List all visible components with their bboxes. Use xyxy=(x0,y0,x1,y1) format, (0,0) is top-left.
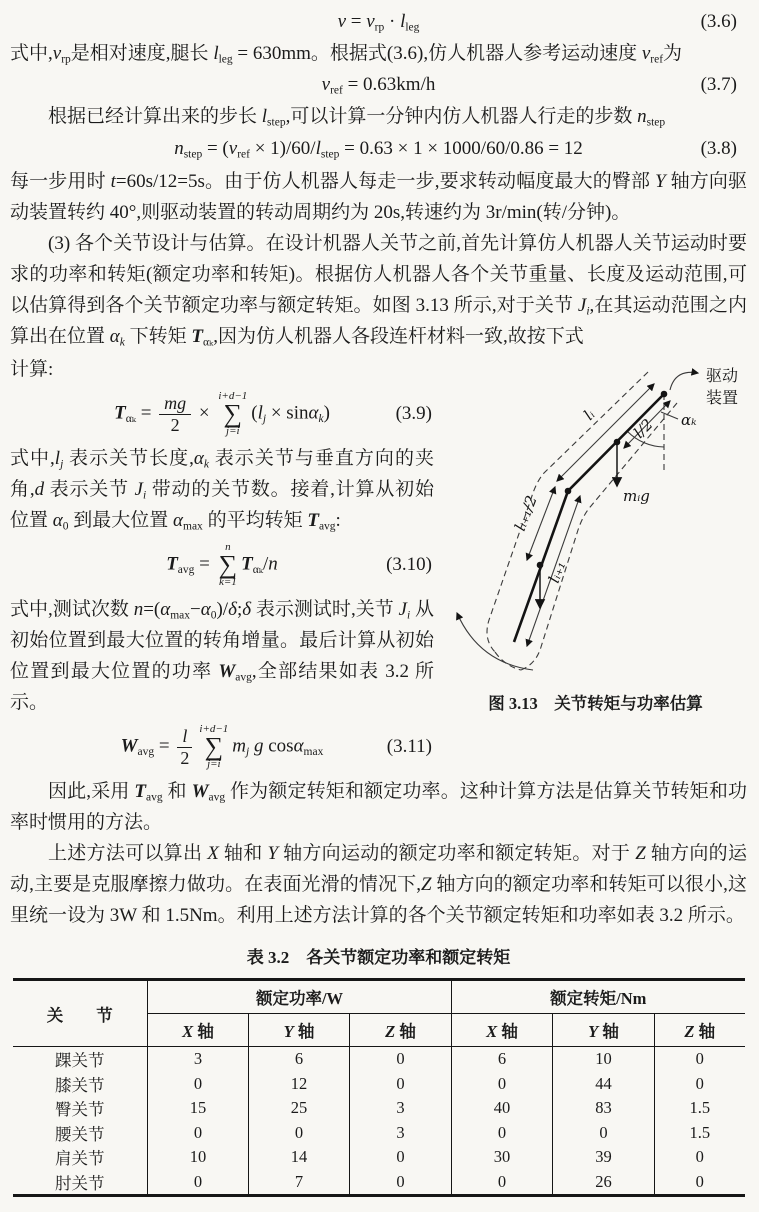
cell: 10 xyxy=(553,1047,655,1072)
joint-name: 臀关节 xyxy=(55,1100,105,1120)
cell: 0 xyxy=(148,1072,249,1097)
equation-number: (3.11) xyxy=(386,736,432,757)
cell: 3 xyxy=(350,1096,452,1121)
l-i1-half-label: lᵢ₊₁/2 xyxy=(510,493,541,534)
figure-3-13-diagram xyxy=(444,360,747,688)
equation-3-8-body: $n_{step} = (v_{ref} \times 1)/60/l_{step} = 0.63 \times 1 \times 1000/60/0.86 = 12$ xyxy=(174,138,583,161)
equation-number: (3.6) xyxy=(700,11,737,32)
cell: 83 xyxy=(553,1096,655,1121)
cell: 3 xyxy=(148,1047,249,1072)
table-row-shoulder xyxy=(13,1145,745,1170)
joint-column-header: 关 节 xyxy=(13,980,148,1047)
cell: 12 xyxy=(249,1072,350,1097)
joint-name: 腰关节 xyxy=(55,1124,105,1144)
figure-column xyxy=(444,354,747,776)
cell: 26 xyxy=(553,1170,655,1196)
equation-3-11-body: $W_{avg}$ = $\frac{l}{2}$ i+d−1 ∑ j=i $m_j$ g cosα$_{max}$ xyxy=(120,722,324,771)
axis-header: Y 轴 xyxy=(249,1014,350,1047)
paragraph-rated-method: 因此,采用 $T_{avg}$ 和 $W_{avg}$ 作为额定转矩和额定功率。这种计算方法是估算关节转矩和功率时惯用的方法。 xyxy=(10,781,747,833)
rated-power-group-header: 额定功率/W xyxy=(148,980,452,1014)
drive-device-label-line2: 装置 xyxy=(706,390,739,407)
joint-name: 膝关节 xyxy=(55,1075,105,1095)
paragraph-step-time: 每一步用时 t=60s/12=5s。由于仿人机器人每走一步,要求转动幅度最大的臀部 Y 轴方向驱动装置转约 40°,则驱动装置的转动周期约为 20s,转速约为 3r/min(转/分钟)。 xyxy=(10,171,747,223)
equation-number: (3.7) xyxy=(700,74,737,95)
cell: 0 xyxy=(655,1047,745,1072)
equation-3-8 xyxy=(10,132,747,166)
equation-3-10-body: $T_{avg}$ = n ∑ k=1 $T_{\alpha_k}/n$ xyxy=(166,540,278,589)
table-header-row-groups xyxy=(13,980,745,1014)
cell: 0 xyxy=(655,1072,745,1097)
cell: 0 xyxy=(350,1072,452,1097)
cell: 1.5 xyxy=(655,1096,745,1121)
equation-3-10 xyxy=(10,536,434,594)
axis-header: X 轴 xyxy=(452,1014,553,1047)
l-i1-label: lᵢ₊₁ xyxy=(544,558,570,586)
paragraph-eq310-terms: 式中,测试次数 $n=(\alpha_{max}-\alpha_0)/\delta;\delta$ 表示测试时,关节 $J_i$ 从初始位置到最大位置的转角增量。最后计算从初始位置到最大位置的功率 $W_{avg}$,全部结果如表 3.2 所示。 xyxy=(10,599,434,713)
joint-name: 踝关节 xyxy=(55,1051,105,1071)
left-column xyxy=(10,354,434,776)
equation-3-7-body: $v_{ref} = 0.63km/h$ xyxy=(321,74,436,97)
equation-3-9 xyxy=(10,385,434,443)
axis-header: Z 轴 xyxy=(655,1014,745,1047)
figure-3-13-caption: 图 3.13 关节转矩与功率估算 xyxy=(488,694,703,713)
axis-header: X 轴 xyxy=(148,1014,249,1047)
table-row-elbow xyxy=(13,1170,745,1196)
cell: 3 xyxy=(350,1121,452,1146)
table-row-hip xyxy=(13,1096,745,1121)
table-row-ankle xyxy=(13,1047,745,1072)
joint-name: 肩关节 xyxy=(55,1149,105,1169)
table-3-2-title: 表 3.2 各关节额定功率和额定转矩 xyxy=(246,948,511,967)
cell: 0 xyxy=(655,1170,745,1196)
joint-name: 肘关节 xyxy=(55,1173,105,1193)
drive-device-label-line1: 驱动 xyxy=(706,368,739,385)
rated-torque-group-header: 额定转矩/Nm xyxy=(452,980,745,1014)
equation-3-9-body: $T_{\alpha_k}$ = $\frac{mg}{2}$ × i+d−1 ∑ j=i $(l_j \times \sin\alpha_k)$ xyxy=(114,389,330,438)
cell: 6 xyxy=(452,1047,553,1072)
l-half-label: l/2 xyxy=(630,415,657,442)
table-row-waist xyxy=(13,1121,745,1146)
dimension-lines xyxy=(511,384,670,646)
cell: 1.5 xyxy=(655,1121,745,1146)
cell: 0 xyxy=(249,1121,350,1146)
table-row-knee xyxy=(13,1072,745,1097)
cell: 0 xyxy=(655,1145,745,1170)
cell: 0 xyxy=(553,1121,655,1146)
cell: 0 xyxy=(148,1121,249,1146)
m-i-g-label: mᵢg xyxy=(623,487,650,505)
paragraph-compute: 计算: xyxy=(10,359,54,380)
equation-3-6-body: $v = v_{rp} \cdot l_{leg}$ xyxy=(337,11,420,34)
cell: 0 xyxy=(452,1170,553,1196)
cell: 0 xyxy=(452,1072,553,1097)
paragraph-joint-design: (3) 各个关节设计与估算。在设计机器人关节之前,首先计算仿人机器人关节运动时要求的功率和转矩(额定功率和转矩)。根据仿人机器人各个关节重量、长度及运动范围,可以估算得到各个关节额定功率与额定转矩。如图 3.13 所示,对于关节 $J_i$,在其运动范围之内算出在位置 $\alpha_k$ 下转矩 $T_{\alpha_k}$,因为仿人机器人各段连杆材料一致,故按下式 xyxy=(10,233,747,349)
equation-number: (3.10) xyxy=(386,554,432,575)
cell: 10 xyxy=(148,1145,249,1170)
cell: 14 xyxy=(249,1145,350,1170)
axis-header: Y 轴 xyxy=(553,1014,655,1047)
paragraph-eq39-terms: 式中$,l_j$ 表示关节长度$,\alpha_k$ 表示关节与垂直方向的夹角,d 表示关节 $J_i$ 带动的关节数。接着,计算从初始位置 $\alpha_0$ 到最大位置 $\alpha_{max}$ 的平均转矩 $T_{avg}$: xyxy=(10,448,434,533)
paragraph-z-axis: 上述方法可以算出 X 轴和 Y 轴方向运动的额定功率和额定转矩。对于 Z 轴方向的运动,主要是克服摩擦力做功。在表面光滑的情况下,Z 轴方向的额定功率和转矩可以很小,这里统一设为 3W 和 1.5Nm。利用上述方法计算的各个关节额定转矩和功率如表 3.2 所示。 xyxy=(10,843,747,926)
paragraph-step-count: 根据已经计算出来的步长 $l_{step}$,可以计算一分钟内仿人机器人行走的步数 $n_{step}$ xyxy=(48,106,666,129)
axis-header: Z 轴 xyxy=(350,1014,452,1047)
cell: 30 xyxy=(452,1145,553,1170)
cell: 40 xyxy=(452,1096,553,1121)
cell: 0 xyxy=(350,1145,452,1170)
two-column-section xyxy=(10,354,747,776)
equation-3-11 xyxy=(10,718,434,776)
cell: 15 xyxy=(148,1096,249,1121)
equation-3-7 xyxy=(10,69,747,101)
cell: 0 xyxy=(452,1121,553,1146)
equation-number: (3.9) xyxy=(395,403,432,424)
cell: 25 xyxy=(249,1096,350,1121)
drive-device-callout xyxy=(670,367,738,407)
l-i-label: lᵢ xyxy=(580,405,599,424)
cell: 6 xyxy=(249,1047,350,1072)
cell: 0 xyxy=(148,1170,249,1196)
paragraph-relative-speed: 式中$,v_{rp}$是相对速度,腿长 $l_{leg} = 630mm$。根据式(3.6),仿人机器人参考运动速度 $v_{ref}$为 xyxy=(10,43,683,66)
equation-3-6 xyxy=(10,6,747,38)
cell: 7 xyxy=(249,1170,350,1196)
cell: 44 xyxy=(553,1072,655,1097)
cell: 0 xyxy=(350,1047,452,1072)
table-3-2 xyxy=(13,978,745,1197)
cell: 39 xyxy=(553,1145,655,1170)
alpha-k-label: αₖ xyxy=(681,411,697,429)
cell: 0 xyxy=(350,1170,452,1196)
equation-number: (3.8) xyxy=(700,138,737,159)
